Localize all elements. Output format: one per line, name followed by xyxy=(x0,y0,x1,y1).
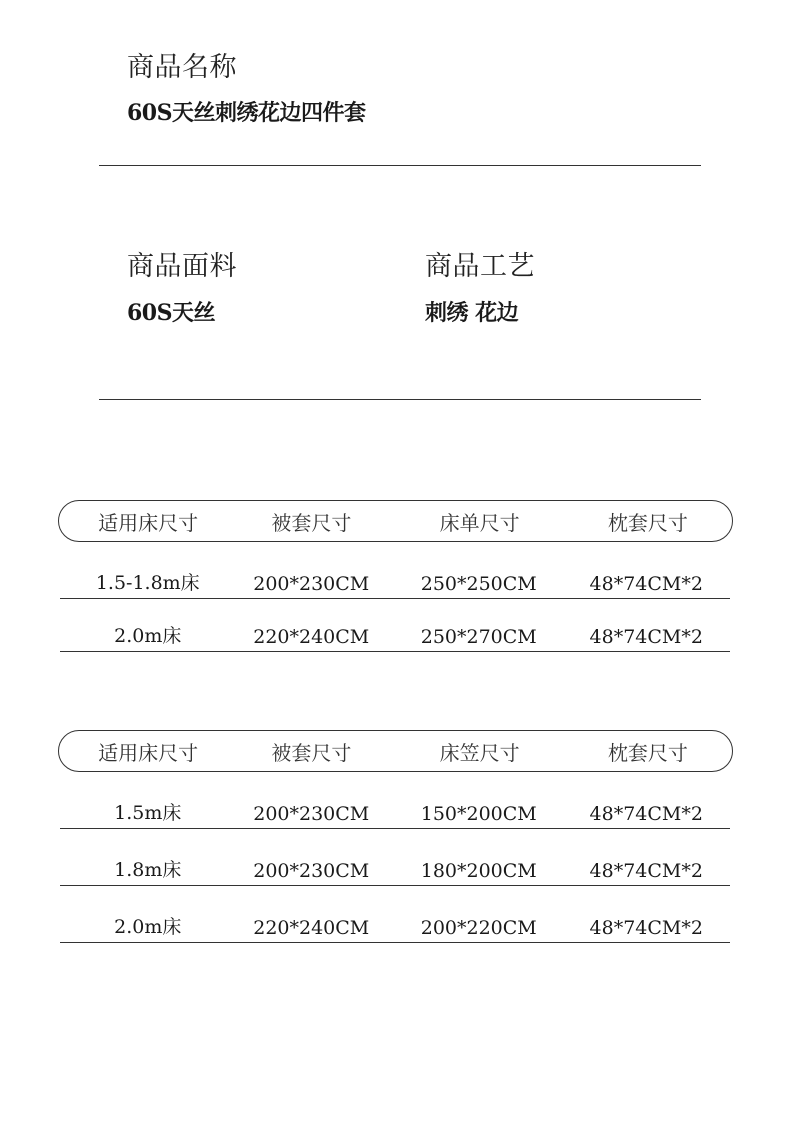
header-bed-size: 适用床尺寸 xyxy=(98,510,199,535)
table-header xyxy=(58,730,733,772)
cell-duvet-size: 200*230CM xyxy=(253,860,370,882)
divider xyxy=(99,165,701,166)
cell-pillowcase-size: 48*74CM*2 xyxy=(589,917,703,939)
header-pillowcase-size: 枕套尺寸 xyxy=(607,740,688,765)
table-row xyxy=(60,829,730,886)
cell-bed-size: 1.5-1.8m床 xyxy=(95,572,200,594)
header-bed-size: 适用床尺寸 xyxy=(98,740,199,765)
divider xyxy=(99,399,701,400)
cell-pillowcase-size: 48*74CM*2 xyxy=(589,860,703,882)
fabric-label: 商品面料 xyxy=(127,251,237,282)
cell-bed-size: 2.0m床 xyxy=(114,916,182,938)
cell-bed-size: 1.8m床 xyxy=(114,859,182,881)
size-table-fitted-sheet xyxy=(58,730,733,943)
header-duvet-size: 被套尺寸 xyxy=(271,510,352,535)
size-table-flat-sheet xyxy=(58,500,733,652)
product-name-value: 60S天丝刺绣花边四件套 xyxy=(127,100,366,126)
table-row xyxy=(60,886,730,943)
cell-pillowcase-size: 48*74CM*2 xyxy=(589,573,703,595)
product-name-label: 商品名称 xyxy=(127,52,237,83)
cell-duvet-size: 220*240CM xyxy=(253,626,370,648)
header-pillowcase-size: 枕套尺寸 xyxy=(607,510,688,535)
fabric-value: 60S天丝 xyxy=(127,300,216,326)
table-header xyxy=(58,500,733,542)
cell-duvet-size: 220*240CM xyxy=(253,917,370,939)
cell-duvet-size: 200*230CM xyxy=(253,573,370,595)
cell-pillowcase-size: 48*74CM*2 xyxy=(589,626,703,648)
table-row xyxy=(60,599,730,652)
cell-sheet-size: 250*250CM xyxy=(420,573,537,595)
header-fitted-sheet-size: 床笠尺寸 xyxy=(439,740,520,765)
table-row xyxy=(60,542,730,599)
cell-sheet-size: 250*270CM xyxy=(420,626,537,648)
cell-fitted-sheet-size: 180*200CM xyxy=(420,860,537,882)
craft-value: 刺绣 花边 xyxy=(425,300,519,326)
cell-pillowcase-size: 48*74CM*2 xyxy=(589,803,703,825)
header-duvet-size: 被套尺寸 xyxy=(271,740,352,765)
craft-label: 商品工艺 xyxy=(425,251,535,282)
cell-fitted-sheet-size: 150*200CM xyxy=(420,803,537,825)
table-row xyxy=(60,772,730,829)
cell-duvet-size: 200*230CM xyxy=(253,803,370,825)
cell-fitted-sheet-size: 200*220CM xyxy=(420,917,537,939)
header-sheet-size: 床单尺寸 xyxy=(439,510,520,535)
cell-bed-size: 2.0m床 xyxy=(114,625,182,647)
cell-bed-size: 1.5m床 xyxy=(114,802,182,824)
